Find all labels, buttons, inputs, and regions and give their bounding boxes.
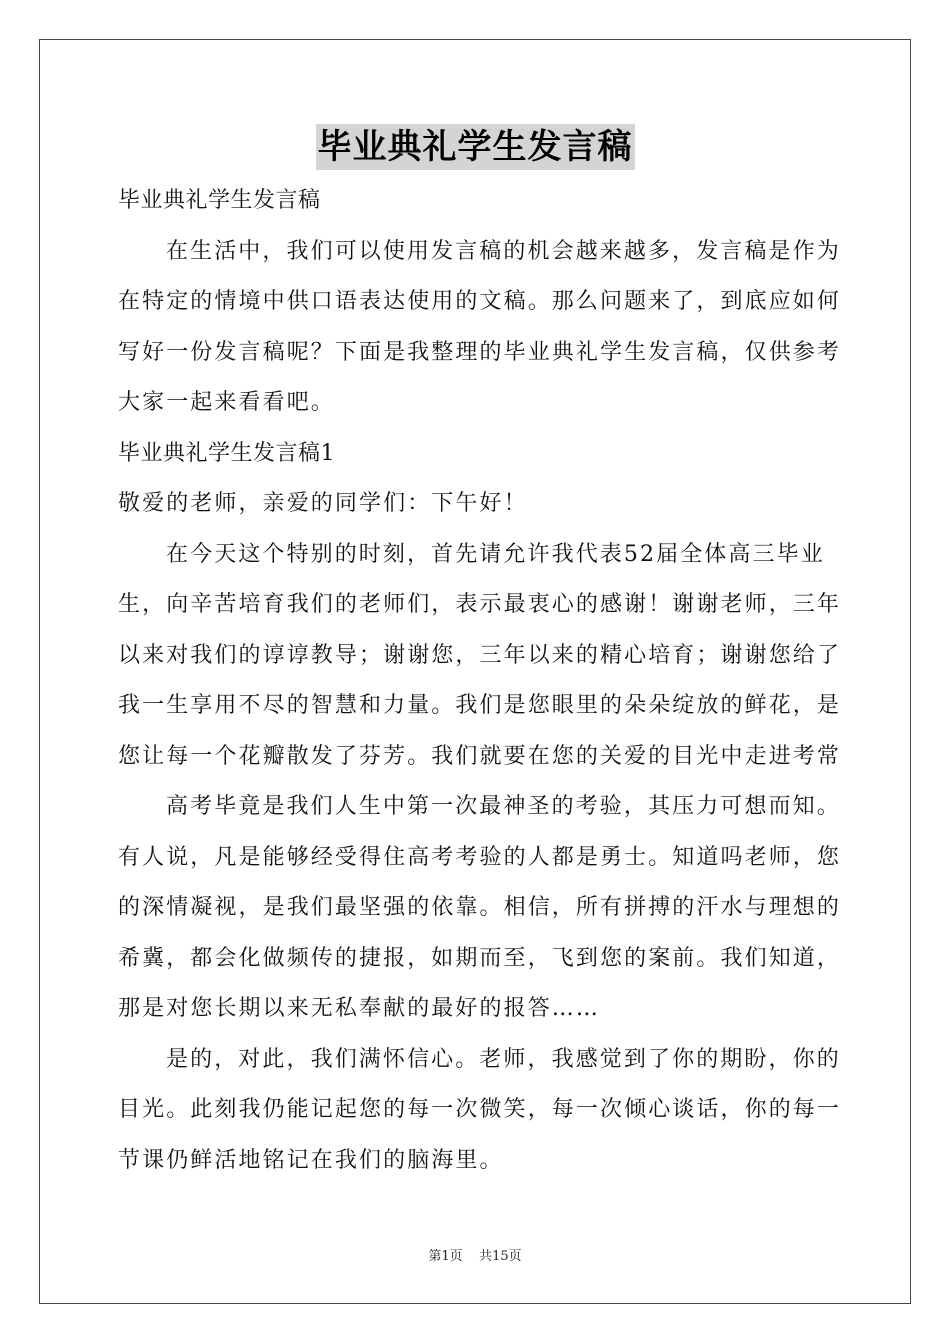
paragraph-line: 写好一份发言稿呢？下面是我整理的毕业典礼学生发言稿，仅供参考	[118, 339, 842, 365]
paragraph-line: 在特定的情境中供口语表达使用的文稿。那么问题来了，到底应如何	[118, 289, 842, 314]
paragraph-line: 有人说，凡是能够经受得住高考考验的人都是勇士。知道吗老师，您	[118, 844, 842, 870]
page-number-total: 共15页	[479, 1249, 522, 1264]
paragraph-line: 大家一起来看看吧。	[118, 390, 335, 415]
paragraph-line: 在生活中，我们可以使用发言稿的机会越来越多，发言稿是作为	[166, 238, 841, 264]
document-title: 毕业典礼学生发言稿	[316, 124, 635, 170]
subtitle-line: 毕业典礼学生发言稿	[118, 188, 321, 213]
greeting-line: 敬爱的老师，亲爱的同学们：下午好！	[118, 491, 528, 516]
title-wrap	[0, 124, 950, 170]
page-footer	[0, 1248, 950, 1266]
paragraph-line: 我一生享用不尽的智慧和力量。我们是您眼里的朵朵绽放的鲜花，是	[118, 693, 842, 718]
paragraph-line: 节课仍鲜活地铭记在我们的脑海里。	[118, 1147, 504, 1173]
section-heading: 毕业典礼学生发言稿1	[118, 440, 335, 466]
paragraph-line: 是的，对此，我们满怀信心。老师，我感觉到了你的期盼，你的	[166, 1046, 841, 1072]
paragraph-line: 的深情凝视，是我们最坚强的依靠。相信，所有拼搏的汗水与理想的	[118, 895, 842, 920]
paragraph-line: 目光。此刻我仍能记起您的每一次微笑，每一次倾心谈话，你的每一	[118, 1097, 842, 1122]
paragraph-line: 那是对您长期以来无私奉献的最好的报答……	[118, 996, 601, 1021]
page-number-current: 第1页	[428, 1249, 463, 1264]
document-body	[118, 176, 842, 1186]
paragraph-line: 您让每一个花瓣散发了芬芳。我们就要在您的关爱的目光中走进考常	[118, 743, 842, 769]
paragraph-line: 以来对我们的谆谆教导；谢谢您，三年以来的精心培育；谢谢您给了	[118, 642, 842, 668]
paragraph-line: 希冀，都会化做频传的捷报，如期而至，飞到您的案前。我们知道，	[118, 945, 842, 971]
paragraph-line: 生，向辛苦培育我们的老师们，表示最衷心的感谢！谢谢老师，三年	[118, 592, 842, 617]
paragraph-line: 高考毕竟是我们人生中第一次最神圣的考验，其压力可想而知。	[166, 794, 841, 819]
paragraph-line: 在今天这个特别的时刻，首先请允许我代表52届全体高三毕业	[166, 541, 825, 567]
